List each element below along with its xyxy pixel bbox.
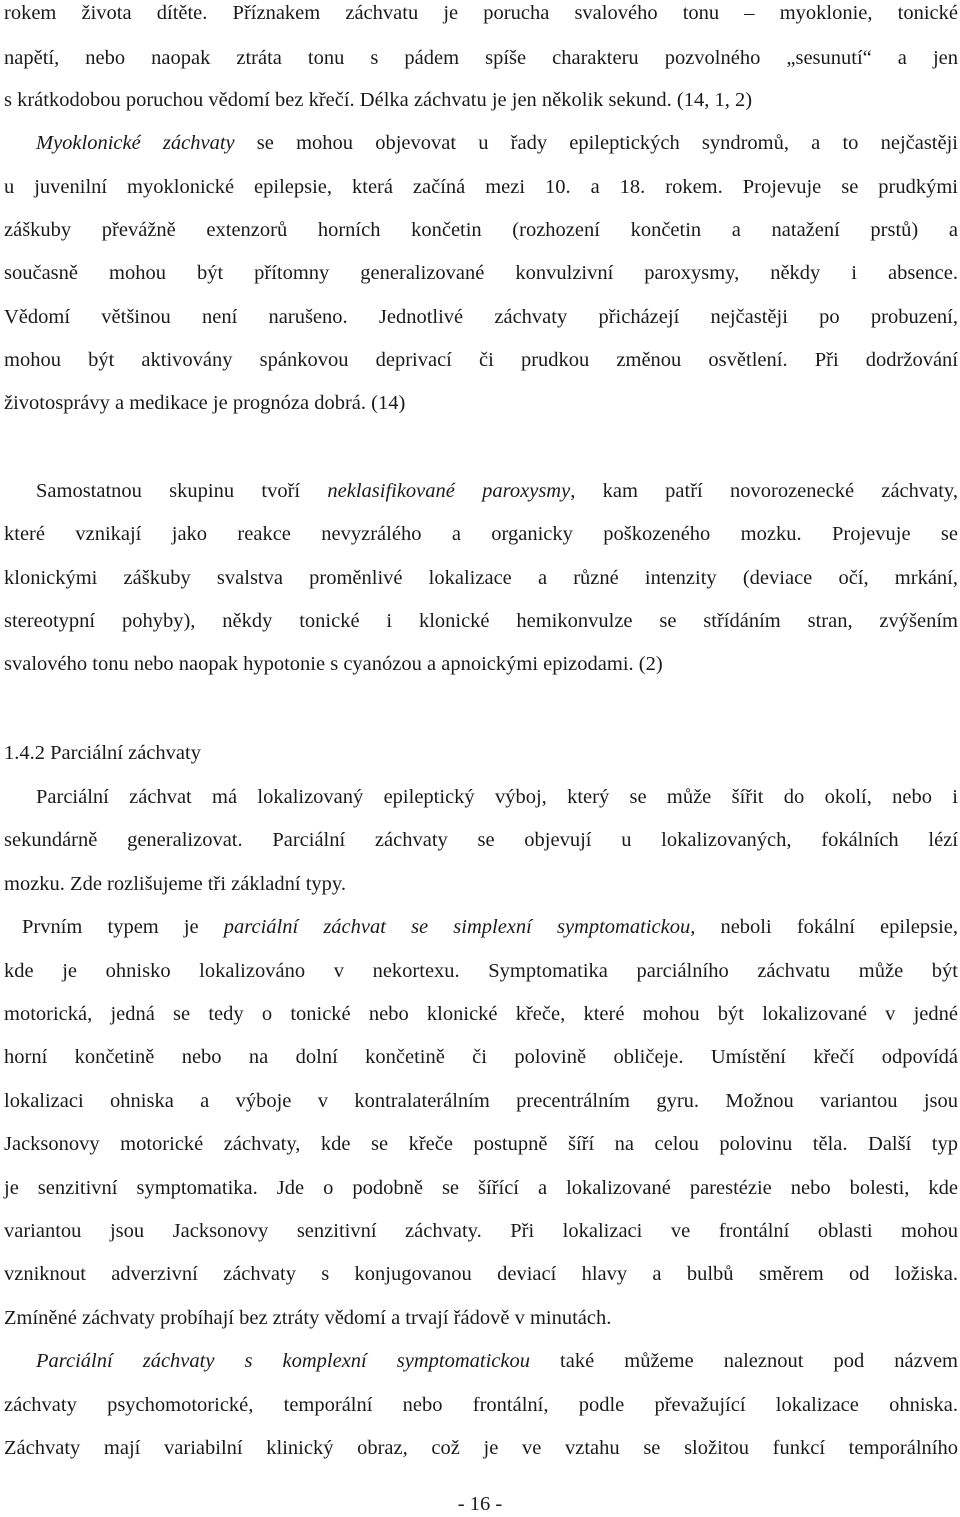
text-line: lokalizaci ohniska a výboje v kontralaterálním precentrálním gyru. Možnou variantou jsou <box>4 1090 958 1112</box>
text-line: svalového tonu nebo naopak hypotonie s cyanózou a apnoickými epizodami. (2) <box>4 653 663 675</box>
text-line: Parciální záchvat má lokalizovaný epileptický výboj, který se může šířit do okolí, nebo i <box>36 786 958 808</box>
italic-term: Myoklonické záchvaty <box>36 132 235 154</box>
italic-term: Parciální záchvaty s komplexní symptomatickou <box>36 1350 531 1372</box>
text-line: Záchvaty mají variabilní klinický obraz, což je ve vztahu se složitou funkcí temporálního <box>4 1437 958 1459</box>
text-line: Zmíněné záchvaty probíhají bez ztráty vědomí a trvají řádově v minutách. <box>4 1307 612 1329</box>
text-line: u juvenilní myoklonické epilepsie, která začíná mezi 10. a 18. rokem. Projevuje se prudkými <box>4 176 958 198</box>
text-line: záchvaty psychomotorické, temporální nebo frontální, podle převažující lokalizace ohniska. <box>4 1394 958 1416</box>
italic-term: parciální záchvat se simplexní symptomatickou, <box>223 916 696 938</box>
text-line: rokem života dítěte. Příznakem záchvatu je porucha svalového tonu – myoklonie, tonické <box>4 2 958 24</box>
text-line: kde je ohnisko lokalizováno v nekortexu. Symptomatika parciálního záchvatu může být <box>4 960 958 982</box>
text-line: současně mohou být přítomny generalizované konvulzivní paroxysmy, někdy i absence. <box>4 262 958 284</box>
text-line: je senzitivní symptomatika. Jde o podobně se šířící a lokalizované parestézie nebo bolesti, kde <box>4 1177 958 1199</box>
text-span: Samostatnou skupinu tvoří <box>36 480 328 502</box>
text-line: s krátkodobou poruchou vědomí bez křečí. Délka záchvatu je jen několik sekund. (14, 1, 2) <box>4 89 753 111</box>
text-line: záškuby převážně extenzorů horních končetin (rozhození končetin a natažení prstů) a <box>4 219 958 241</box>
text-line: napětí, nebo naopak ztráta tonu s pádem spíše charakteru pozvolného „sesunutí“ a jen <box>4 47 958 69</box>
text-line <box>36 1348 958 1374</box>
page-number: - 16 - <box>457 1493 503 1515</box>
text-line <box>36 478 958 504</box>
italic-term: neklasifikované paroxysmy <box>327 480 571 502</box>
section-heading: 1.4.2 Parciální záchvaty <box>4 742 201 764</box>
text-line: motorická, jedná se tedy o tonické nebo klonické křeče, které mohou být lokalizované v jedné <box>4 1003 958 1025</box>
text-line: mozku. Zde rozlišujeme tři základní typy. <box>4 873 346 895</box>
text-line <box>22 914 958 940</box>
text-line: mohou být aktivovány spánkovou deprivací či prudkou změnou osvětlení. Při dodržování <box>4 349 958 371</box>
text-line: klonickými záškuby svalstva proměnlivé lokalizace a různé intenzity (deviace očí, mrkání, <box>4 567 958 589</box>
text-line: Jacksonovy motorické záchvaty, kde se křeče postupně šíří na celou polovinu těla. Další typ <box>4 1133 958 1155</box>
text-span: se mohou objevovat u řady epileptických syndromů, a to nejčastěji <box>234 132 958 154</box>
text-span: , kam patří novorozenecké záchvaty, <box>570 480 958 502</box>
text-line: sekundárně generalizovat. Parciální záchvaty se objevují u lokalizovaných, fokálních lézí <box>4 829 958 851</box>
text-line: životosprávy a medikace je prognóza dobrá. (14) <box>4 392 406 414</box>
text-span: Prvním typem je <box>22 916 224 938</box>
text-line: Vědomí většinou není narušeno. Jednotlivé záchvaty přicházejí nejčastěji po probuzení, <box>4 306 958 328</box>
text-line <box>36 130 958 156</box>
text-span: neboli fokální epilepsie, <box>695 916 959 938</box>
text-line: horní končetině nebo na dolní končetině či polovině obličeje. Umístění křečí odpovídá <box>4 1046 958 1068</box>
text-line: stereotypní pohyby), někdy tonické i klonické hemikonvulze se střídáním stran, zvýšením <box>4 610 958 632</box>
text-span: také můžeme naleznout pod názvem <box>530 1350 958 1372</box>
text-line: které vznikají jako reakce nevyzrálého a organicky poškozeného mozku. Projevuje se <box>4 523 958 545</box>
text-line: vzniknout adverzivní záchvaty s konjugovanou deviací hlavy a bulbů směrem od ložiska. <box>4 1263 958 1285</box>
text-line: variantou jsou Jacksonovy senzitivní záchvaty. Při lokalizaci ve frontální oblasti mohou <box>4 1220 958 1242</box>
